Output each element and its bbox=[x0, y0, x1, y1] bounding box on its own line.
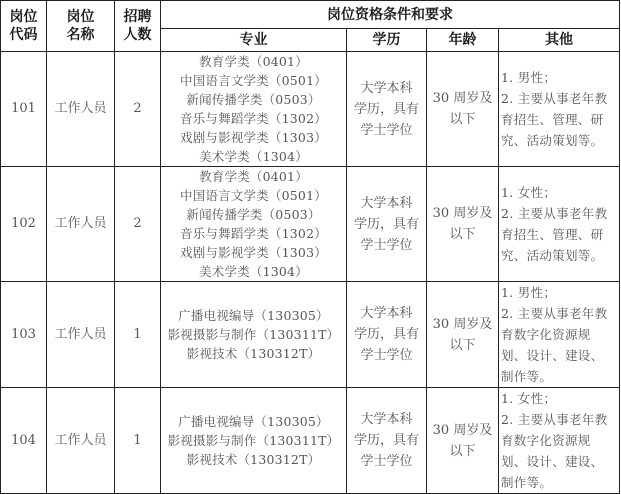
major-list bbox=[161, 388, 347, 494]
education-requirement: 大学本科 学历，具有 学士学位 bbox=[347, 388, 427, 494]
education-requirement: 大学本科 学历，具有 学士学位 bbox=[347, 282, 427, 388]
age-requirement: 30 周岁及 以下 bbox=[427, 167, 499, 282]
position-name: 工作人员 bbox=[47, 167, 115, 282]
major-item: 影视技术（130312T） bbox=[186, 452, 321, 467]
major-item: 中国语言文学类（0501） bbox=[180, 73, 327, 88]
major-item: 中国语言文学类（0501） bbox=[180, 188, 327, 203]
major-item: 影视摄影与制作（130311T） bbox=[167, 327, 340, 342]
table-row bbox=[1, 388, 620, 494]
major-item: 美术学类（1304） bbox=[199, 149, 308, 164]
header-conditions: 岗位资格条件和要求 bbox=[161, 1, 620, 29]
header-row-top bbox=[1, 1, 620, 29]
major-list bbox=[161, 52, 347, 167]
position-code: 104 bbox=[1, 388, 47, 494]
age-requirement: 30 周岁及 以下 bbox=[427, 388, 499, 494]
major-item: 音乐与舞蹈学类（1302） bbox=[180, 111, 327, 126]
education-requirement: 大学本科 学历，具有 学士学位 bbox=[347, 167, 427, 282]
header-hiring-count: 招聘 人数 bbox=[115, 1, 161, 52]
table-row bbox=[1, 167, 620, 282]
table-row bbox=[1, 52, 620, 167]
major-item: 影视摄影与制作（130311T） bbox=[167, 433, 340, 448]
major-item: 影视技术（130312T） bbox=[186, 346, 321, 361]
header-position-name: 岗位 名称 bbox=[47, 1, 115, 52]
major-item: 广播电视编导（130305） bbox=[178, 414, 329, 429]
position-name: 工作人员 bbox=[47, 388, 115, 494]
education-requirement: 大学本科 学历，具有 学士学位 bbox=[347, 52, 427, 167]
major-item: 广播电视编导（130305） bbox=[178, 308, 329, 323]
major-item: 音乐与舞蹈学类（1302） bbox=[180, 226, 327, 241]
position-name: 工作人员 bbox=[47, 52, 115, 167]
major-item: 戏剧与影视学类（1303） bbox=[180, 130, 327, 145]
age-requirement: 30 周岁及 以下 bbox=[427, 52, 499, 167]
header-other: 其他 bbox=[499, 29, 620, 52]
hiring-count: 1 bbox=[115, 282, 161, 388]
position-code: 103 bbox=[1, 282, 47, 388]
position-name: 工作人员 bbox=[47, 282, 115, 388]
other-requirements: 1. 男性； 2. 主要从事老年教 育数字化资源规 划、设计、建设、 制作等。 bbox=[499, 282, 620, 388]
major-list bbox=[161, 167, 347, 282]
other-requirements: 1. 女性； 2. 主要从事老年教 育招生、管理、研 究、活动策划等。 bbox=[499, 167, 620, 282]
other-requirements: 1. 男性； 2. 主要从事老年教 育招生、管理、研 究、活动策划等。 bbox=[499, 52, 620, 167]
major-item: 教育学类（0401） bbox=[199, 54, 308, 69]
major-list bbox=[161, 282, 347, 388]
major-item: 新闻传播学类（0503） bbox=[186, 207, 321, 222]
major-item: 教育学类（0401） bbox=[199, 169, 308, 184]
header-major: 专业 bbox=[161, 29, 347, 52]
table-row bbox=[1, 282, 620, 388]
age-requirement: 30 周岁及 以下 bbox=[427, 282, 499, 388]
header-education: 学历 bbox=[347, 29, 427, 52]
major-item: 戏剧与影视学类（1303） bbox=[180, 245, 327, 260]
other-requirements: 1. 女性； 2. 主要从事老年教 育数字化资源规 划、设计、建设、 制作等。 bbox=[499, 388, 620, 494]
position-code: 102 bbox=[1, 167, 47, 282]
major-item: 美术学类（1304） bbox=[199, 264, 308, 279]
header-position-code: 岗位 代码 bbox=[1, 1, 47, 52]
position-code: 101 bbox=[1, 52, 47, 167]
major-item: 新闻传播学类（0503） bbox=[186, 92, 321, 107]
header-age: 年龄 bbox=[427, 29, 499, 52]
hiring-count: 1 bbox=[115, 388, 161, 494]
hiring-count: 2 bbox=[115, 167, 161, 282]
hiring-count: 2 bbox=[115, 52, 161, 167]
